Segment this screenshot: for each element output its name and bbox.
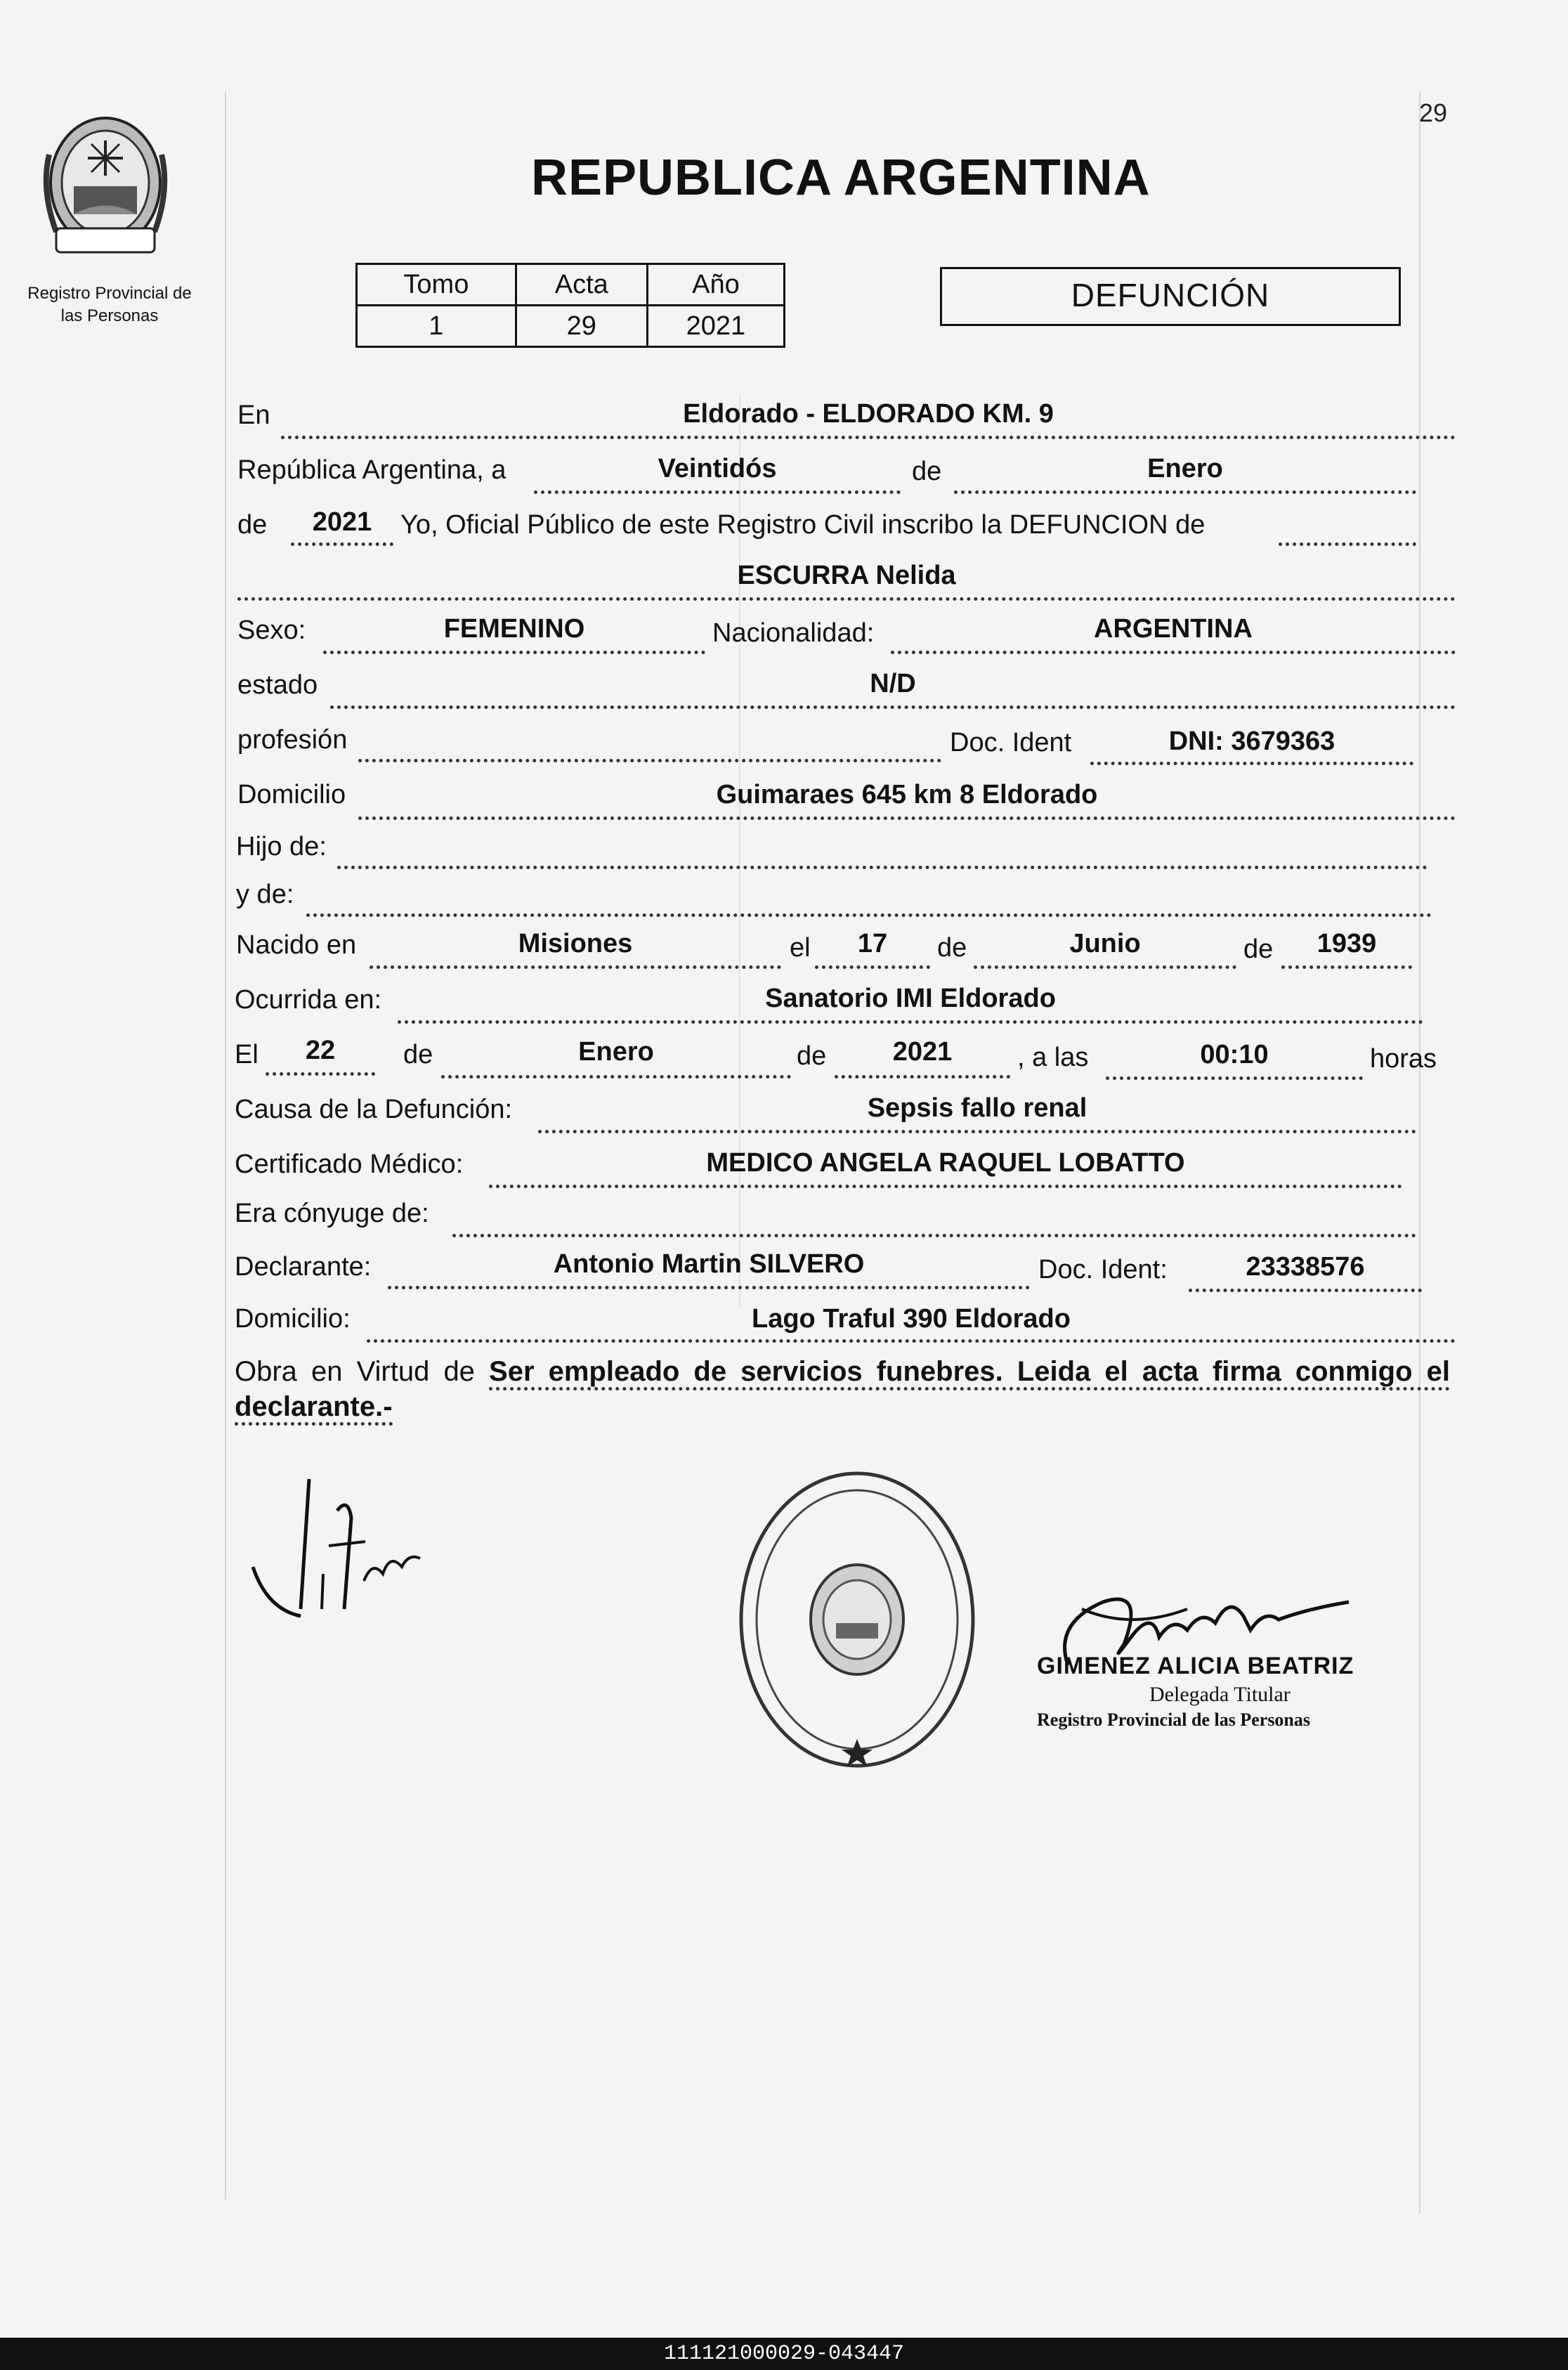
- act-type-box: DEFUNCIÓN: [940, 267, 1401, 326]
- yo-text: Yo, Oficial Público de este Registro Civil inscribo la DEFUNCION de: [400, 510, 1206, 540]
- official-name: GIMENEZ ALICIA BEATRIZ: [1037, 1653, 1354, 1679]
- hora: 00:10: [1200, 1040, 1269, 1069]
- table-value-tomo: 1: [357, 306, 516, 347]
- estado-dots: [330, 705, 1456, 709]
- doc2-label: Doc. Ident:: [1038, 1255, 1168, 1284]
- domicilio: Guimaraes 645 km 8 Eldorado: [716, 780, 1098, 809]
- official-stamp: [731, 1461, 984, 1781]
- conyuge-dots: [452, 1234, 1416, 1237]
- profesion-dots: [358, 759, 941, 762]
- official-role: Delegada Titular: [1149, 1683, 1291, 1706]
- hijo-label: Hijo de:: [236, 832, 327, 861]
- nac-mes-dots: [974, 965, 1236, 969]
- official-block: [1037, 1653, 1416, 1731]
- anio: 2021: [312, 507, 372, 537]
- registry-label-line-1: Registro Provincial de: [27, 284, 192, 303]
- nacionalidad-label: Nacionalidad:: [712, 618, 875, 648]
- horas-label: horas: [1370, 1044, 1437, 1074]
- table-header-tomo: Tomo: [357, 264, 516, 306]
- registry-label-line-2: las Personas: [60, 306, 159, 325]
- sexo: FEMENINO: [443, 614, 585, 644]
- doc2: 23338576: [1246, 1252, 1365, 1282]
- estado-label: estado: [237, 670, 318, 700]
- hora-dots: [1106, 1076, 1363, 1080]
- en-label: En: [237, 401, 270, 430]
- mes-dots: [954, 490, 1416, 494]
- def-mes: Enero: [578, 1037, 654, 1067]
- declarante-label: Declarante:: [235, 1252, 372, 1282]
- declarant-signature: [246, 1469, 443, 1634]
- ocurrida-dots: [398, 1020, 1423, 1024]
- obra-value-2: declarante.-: [235, 1391, 393, 1426]
- nacido-en: Misiones: [518, 929, 633, 958]
- table-header-acta: Acta: [516, 264, 647, 306]
- republica-label: República Argentina, a: [237, 455, 507, 485]
- nac-anio: 1939: [1317, 929, 1377, 958]
- causa: Sepsis fallo renal: [867, 1093, 1087, 1123]
- sexo-dots: [323, 651, 705, 654]
- certificado-dots: [489, 1185, 1402, 1188]
- footer-code: 111121000029-043447: [663, 2342, 905, 2366]
- nacido-dots: [370, 965, 781, 969]
- table-header-anio: Año: [647, 264, 784, 306]
- tomo-acta-table: [355, 263, 785, 348]
- dia-dots: [534, 490, 901, 494]
- province-emblem: [35, 112, 176, 260]
- yo-dots: [1279, 542, 1416, 546]
- causa-dots: [538, 1130, 1416, 1133]
- mes: Enero: [1147, 454, 1223, 483]
- def-dia: 22: [305, 1036, 336, 1065]
- estado: N/D: [870, 669, 916, 698]
- de-nac1-label: de: [937, 933, 967, 963]
- left-margin-rule: [225, 91, 226, 2199]
- obra-line-1: [235, 1356, 1450, 1388]
- domicilio2: Lago Traful 390 Eldorado: [752, 1304, 1071, 1334]
- de-def1-label: de: [403, 1040, 433, 1069]
- doc: DNI: 3679363: [1168, 727, 1335, 756]
- el-label: el: [790, 933, 811, 963]
- causa-label: Causa de la Defunción:: [235, 1095, 513, 1124]
- alas-label: , a las: [1017, 1043, 1089, 1072]
- de-label-2: de: [237, 510, 268, 540]
- nacido-label: Nacido en: [236, 930, 357, 960]
- hijo-dots: [337, 866, 1427, 869]
- el2-label: El: [235, 1040, 259, 1069]
- nac-dia-dots: [815, 965, 930, 969]
- table-value-acta: 29: [516, 306, 647, 347]
- certificado-label: Certificado Médico:: [235, 1150, 464, 1179]
- page-number: 29: [1419, 98, 1448, 127]
- nac-dia: 17: [857, 929, 888, 958]
- def-dia-dots: [266, 1072, 375, 1076]
- official-office: Registro Provincial de las Personas: [1037, 1710, 1311, 1730]
- doc2-dots: [1189, 1289, 1422, 1292]
- en-value: Eldorado - ELDORADO KM. 9: [683, 399, 1054, 429]
- def-anio-dots: [835, 1075, 1010, 1079]
- table-value-anio: 2021: [647, 306, 784, 347]
- def-mes-dots: [441, 1075, 791, 1079]
- declarante: Antonio Martin SILVERO: [553, 1249, 865, 1279]
- domicilio-dots: [358, 816, 1456, 820]
- nombre: ESCURRA Nelida: [737, 561, 956, 590]
- domicilio2-dots: [367, 1339, 1456, 1343]
- footer-bar: [0, 2338, 1568, 2370]
- certificado: MEDICO ANGELA RAQUEL LOBATTO: [706, 1148, 1185, 1178]
- dia-texto: Veintidós: [658, 454, 777, 483]
- ocurrida: Sanatorio IMI Eldorado: [765, 984, 1056, 1013]
- en-dots: [281, 436, 1456, 439]
- nombre-dots: [237, 597, 1456, 601]
- de-label: de: [912, 457, 942, 486]
- nac-mes: Junio: [1069, 929, 1141, 958]
- declarante-dots: [388, 1286, 1030, 1289]
- obra-value-1: Ser empleado de servicios funebres. Leida el acta firma conmigo el: [489, 1356, 1450, 1391]
- registry-label: [4, 282, 215, 327]
- conyuge-label: Era cónyuge de:: [235, 1199, 429, 1228]
- domicilio-label: Domicilio: [237, 780, 346, 809]
- yde-dots: [306, 913, 1432, 917]
- doc-dots: [1090, 762, 1413, 765]
- ocurrida-label: Ocurrida en:: [235, 985, 382, 1015]
- page-title: REPUBLICA ARGENTINA: [531, 150, 1151, 206]
- obra-label: Obra en Virtud de: [235, 1356, 475, 1387]
- anio-dots: [291, 542, 393, 546]
- def-anio: 2021: [892, 1037, 953, 1067]
- de-nac2-label: de: [1243, 935, 1274, 964]
- profesion-label: profesión: [237, 725, 348, 755]
- obra-line-2: [235, 1391, 393, 1423]
- de-def2-label: de: [797, 1041, 827, 1071]
- doc-label: Doc. Ident: [950, 728, 1072, 757]
- nacionalidad-dots: [891, 651, 1456, 654]
- sexo-label: Sexo:: [237, 616, 306, 645]
- nacionalidad: ARGENTINA: [1094, 614, 1253, 644]
- domicilio2-label: Domicilio:: [235, 1304, 351, 1334]
- yde-label: y de:: [236, 880, 294, 909]
- nac-anio-dots: [1281, 965, 1412, 969]
